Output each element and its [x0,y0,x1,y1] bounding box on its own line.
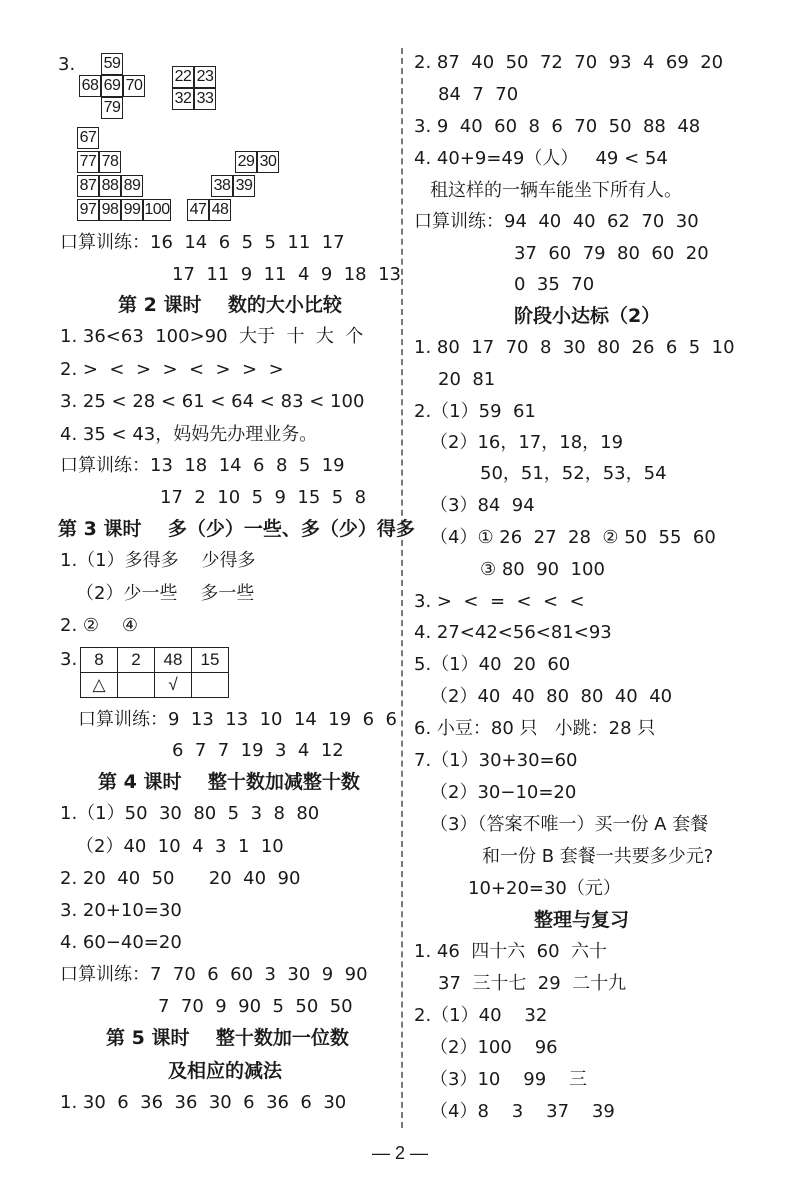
answer-line: （3）（答案不唯一）买一份 A 套餐 [430,814,709,835]
grid-cell: 47 [187,199,209,221]
grid-cell: 97 [77,199,99,221]
answer-line: 租这样的一辆车能坐下所有人。 [430,180,682,201]
section-heading: 第 2 课时 数的大小比较 [118,294,342,316]
answer-line: 6. 小豆：80 只 小跳：28 只 [414,718,656,739]
grid-cell: 77 [77,151,99,173]
grid-cell: 99 [121,199,143,221]
answer-line: 7.（1）30+30=60 [414,750,578,771]
grid-cell: 78 [99,151,121,173]
q3-label: 3. [58,54,76,75]
answer-line: （2）100 96 [430,1037,558,1058]
answer-line: 6 7 7 19 3 4 12 [172,740,344,761]
answer-line: ③ 80 90 100 [480,559,605,580]
answer-line: 4. 40+9=49（人） 49 < 54 [414,148,668,169]
answer-line: （2）少一些 多一些 [76,583,255,604]
table-cell [118,673,155,698]
answer-line: （3）10 99 三 [430,1069,588,1090]
answer-line: 20 81 [438,369,496,390]
grid-cell: 29 [235,151,257,173]
grid-cell: 89 [121,175,143,197]
answer-line: 2.（1）59 61 [414,401,536,422]
table-cell [192,673,229,698]
grid-cell: 69 [101,75,123,97]
answer-line: 4. 27<42<56<81<93 [414,622,612,643]
answer-line: （2）30−10=20 [430,782,577,803]
grid-cell: 23 [194,66,216,88]
answer-line: 口算训练：16 14 6 5 5 11 17 [60,232,345,253]
table-cell: 2 [118,648,155,673]
answer-line: 1. 80 17 70 8 30 80 26 6 5 10 [414,337,735,358]
answer-line: 84 7 70 [438,84,519,105]
table-cell: △ [81,673,118,698]
answer-line: 3. 20+10=30 [60,900,182,921]
grid-cell: 32 [172,88,194,110]
section-heading: 第 3 课时 多（少）一些、多（少）得多 [58,518,415,540]
section-heading: 第 5 课时 整十数加一位数 [106,1027,349,1049]
answer-line: 2. > < > > < > > > [60,359,284,380]
grid-cell: 100 [143,199,171,221]
answer-line: 7 70 9 90 5 50 50 [158,996,353,1017]
section-heading: 第 4 课时 整十数加减整十数 [98,771,360,793]
answer-line: 和一份 B 套餐一共要多少元? [482,846,714,867]
grid-cell: 59 [101,53,123,75]
answer-line: 4. 60−40=20 [60,932,182,953]
answer-line: 2. ② ④ [60,615,139,636]
answer-line: 1.（1）多得多 少得多 [60,550,256,571]
answer-line: 口算训练：7 70 6 60 3 30 9 90 [60,964,368,985]
grid-cell: 87 [77,175,99,197]
answer-line: （4）① 26 27 28 ② 50 55 60 [430,527,716,548]
answer-line: （2）40 10 4 3 1 10 [76,836,284,857]
grid-cell: 39 [233,175,255,197]
answer-line: 0 35 70 [514,274,595,295]
grid-cell: 88 [99,175,121,197]
answer-line: 2. 87 40 50 72 70 93 4 69 20 [414,52,724,73]
answer-line: 1. 36<63 100>90 大于 十 大 个 [60,326,364,347]
table-cell: 8 [81,648,118,673]
answer-line: 3. 25 < 28 < 61 < 64 < 83 < 100 [60,391,365,412]
answer-line: 10+20=30（元） [468,878,621,899]
column-divider [401,48,403,1128]
answer-line: 3. 9 40 60 8 6 70 50 88 48 [414,116,701,137]
answer-line: （4）8 3 37 39 [430,1101,615,1122]
section-heading: 及相应的减法 [168,1060,283,1082]
page-number: — 2 — [371,1143,428,1163]
grid-cell: 98 [99,199,121,221]
grid-cell: 68 [79,75,101,97]
answer-line: 3. > < = < < < [414,591,585,612]
answer-line: 50，51，52，53，54 [480,463,667,484]
answer-line: 1. 30 6 36 36 30 6 36 6 30 [60,1092,347,1113]
answer-line: 17 2 10 5 9 15 5 8 [160,487,367,508]
answer-line: 口算训练：13 18 14 6 8 5 19 [60,455,345,476]
table-cell: 48 [155,648,192,673]
answer-line: 17 11 9 11 4 9 18 13 [172,264,401,285]
grid-cell: 22 [172,66,194,88]
answer-line: （2）16，17，18，19 [430,432,624,453]
q3-table-label: 3. [60,649,78,670]
answer-line: 37 三十七 29 二十九 [438,973,627,994]
grid-cell: 67 [77,127,99,149]
answer-line: 37 60 79 80 60 20 [514,243,709,264]
answer-table [80,647,229,698]
answer-line: 1. 46 四十六 60 六十 [414,941,608,962]
answer-line: （2）40 40 80 80 40 40 [430,686,673,707]
answer-line: 4. 35 < 43，妈妈先办理业务。 [60,424,318,445]
answer-line: （3）84 94 [430,495,535,516]
grid-cell: 70 [123,75,145,97]
answer-line: 口算训练：94 40 40 62 70 30 [414,211,699,232]
table-cell: 15 [192,648,229,673]
table-cell: √ [155,673,192,698]
answer-line: 5.（1）40 20 60 [414,654,571,675]
grid-cell: 79 [101,97,123,119]
answer-line: 2. 20 40 50 20 40 90 [60,868,301,889]
section-heading: 整理与复习 [534,909,630,931]
grid-cell: 33 [194,88,216,110]
answer-line: 口算训练：9 13 13 10 14 19 6 6 [78,709,397,730]
grid-cell: 48 [209,199,231,221]
section-heading: 阶段小达标（2） [514,305,661,327]
grid-cell: 38 [211,175,233,197]
answer-line: 1.（1）50 30 80 5 3 8 80 [60,803,320,824]
grid-cell: 30 [257,151,279,173]
answer-line: 2.（1）40 32 [414,1005,548,1026]
